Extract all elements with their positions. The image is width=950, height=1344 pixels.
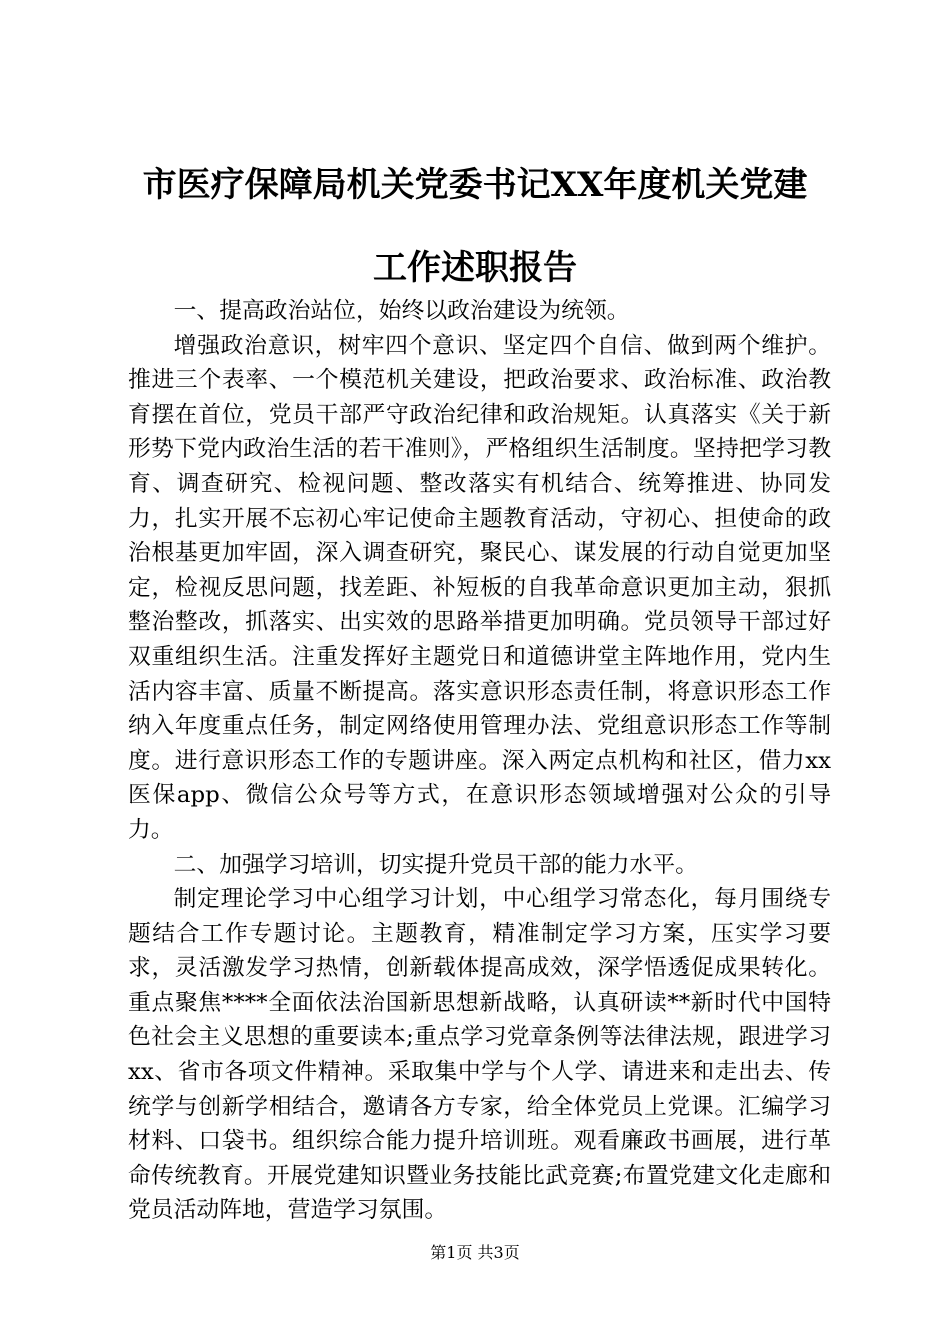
document-title-line-1: 市医疗保障局机关党委书记XX年度机关党建 <box>142 165 808 205</box>
document-body <box>128 294 831 1228</box>
document-title-line-2: 工作述职报告 <box>373 248 577 288</box>
body-paragraph-2: 制定理论学习中心组学习计划，中心组学习常态化，每月围绕专题结合工作专题讨论。主题教育，精准制定学习方案，压实学习要求，灵活激发学习热情，创新载体提高成效，深学悟透促成果转化。重点聚焦****全面依法治国新思想新战略，认真研读**新时代中国特色社会主义思想的重要读本;重点学习党章条例等法律法规，跟进学习xx、省市各项文件精神。采取集中学与个人学、请进来和走出去、传统学与创新学相结合，邀请各方专家，给全体党员上党课。汇编学习材料、口袋书。组织综合能力提升培训班。观看廉政书画展，进行革命传统教育。开展党建知识暨业务技能比武竞赛;布置党建文化走廊和党员活动阵地，营造学习氛围。 <box>128 886 831 1224</box>
page-number-footer: 第1页 共3页 <box>430 1243 520 1262</box>
section-heading-1: 一、提高政治站位，始终以政治建设为统领。 <box>173 298 630 324</box>
section-heading-2: 二、加强学习培训，切实提升党员干部的能力水平。 <box>173 851 698 878</box>
body-paragraph-1: 增强政治意识，树牢四个意识、坚定四个自信、做到两个维护。推进三个表率、一个模范机关建设，把政治要求、政治标准、政治教育摆在首位，党员干部严守政治纪律和政治规矩。认真落实《关于新形势下党内政治生活的若干准则》，严格组织生活制度。坚持把学习教育、调查研究、检视问题、整改落实有机结合、统筹推进、协同发力，扎实开展不忘初心牢记使命主题教育活动，守初心、担使命的政治根基更加牢固，深入调查研究，聚民心、谋发展的行动自觉更加坚定，检视反思问题，找差距、补短板的自我革命意识更加主动，狠抓整治整改，抓落实、出实效的思路举措更加明确。党员领导干部过好双重组织生活。注重发挥好主题党日和道德讲堂主阵地作用，党内生活内容丰富、质量不断提高。落实意识形态责任制，将意识形态工作纳入年度重点任务，制定网络使用管理办法、党组意识形态工作等制度。进行意识形态工作的专题讲座。深入两定点机构和社区，借力xx医保app、微信公众号等方式，在意识形态领域增强对公众的引导力。 <box>128 332 831 843</box>
